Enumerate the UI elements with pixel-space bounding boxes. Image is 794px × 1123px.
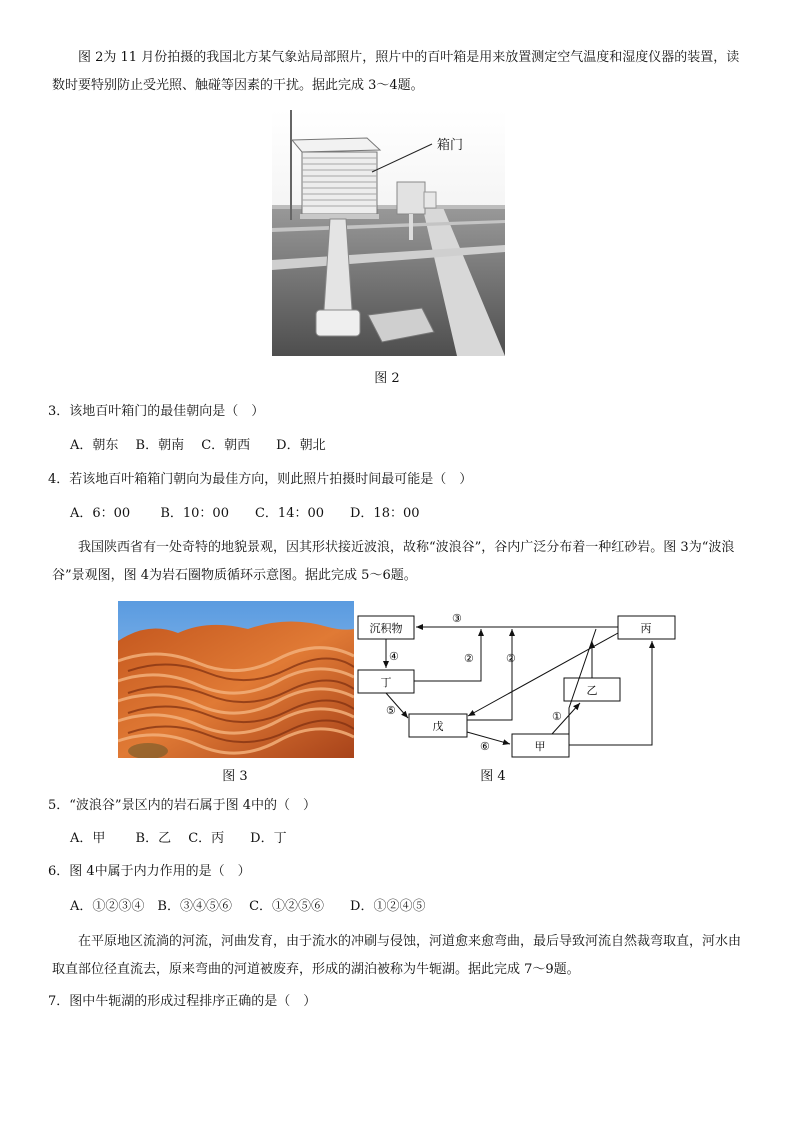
arrow-2-wu bbox=[467, 629, 512, 720]
label-5: ⑤ bbox=[386, 704, 396, 717]
intro-paragraph-2: 我国陕西省有一处奇特的地貌景观，因其形状接近波浪，故称“波浪谷”，谷内广泛分布着一种红砂岩。图 3为“波浪谷”景观图，图 4为岩石圈物质循环示意图。据此完成 5～6题。 bbox=[52, 540, 735, 583]
box-jia-label: 甲 bbox=[534, 740, 546, 753]
question-5-options: A．甲 B．乙 C．丙 D．丁 bbox=[70, 831, 287, 846]
figure2-door-label: 箱门 bbox=[437, 138, 464, 153]
figure2-photo bbox=[272, 110, 505, 356]
box-ding-label: 丁 bbox=[380, 676, 392, 689]
question-6-options: A．①②③④ B．③④⑤⑥ C．①②⑤⑥ D．①②④⑤ bbox=[70, 899, 426, 914]
question-4-stem: 4．若该地百叶箱箱门朝向为最佳方向，则此照片拍摄时间最可能是（ ） bbox=[48, 472, 473, 487]
question-3-stem: 3．该地百叶箱门的最佳朝向是（ ） bbox=[48, 404, 265, 419]
box-yi-label: 乙 bbox=[586, 684, 598, 697]
intro-paragraph-1: 图 2为 11 月份拍摄的我国北方某气象站局部照片，照片中的百叶箱是用来放置测定空气温度和湿度仪器的装置，读数时要特别防止受光照、触碰等因素的干扰。据此完成 3～4题。 bbox=[52, 50, 740, 93]
wave-valley-image bbox=[118, 601, 354, 758]
label-2b: ② bbox=[506, 652, 516, 665]
label-2a: ② bbox=[464, 652, 474, 665]
question-7-stem: 7．图中牛轭湖的形成过程排序正确的是（ ） bbox=[48, 994, 317, 1009]
figure3-photo bbox=[118, 601, 354, 758]
figure2-caption: 图 2 bbox=[374, 371, 400, 386]
question-4-options: A．6：00 B．10：00 C．14：00 D．18：00 bbox=[70, 506, 420, 521]
weather-station-image bbox=[272, 110, 505, 356]
figure4-caption: 图 4 bbox=[480, 769, 506, 784]
intro-paragraph-3: 在平原地区流淌的河流，河曲发育，由于流水的冲刷与侵蚀，河道愈来愈弯曲，最后导致河流自然裁弯取直，河水由取直部位径直流去，原来弯曲的河道被废弃，形成的湖泊被称为牛轭湖。据此完成 7～9题。 bbox=[52, 934, 742, 977]
label-1: ① bbox=[552, 710, 562, 723]
question-6-stem: 6．图 4中属于内力作用的是（ ） bbox=[48, 864, 251, 879]
question-3-options: A．朝东 B．朝南 C．朝西 D．朝北 bbox=[70, 438, 326, 453]
box-bing-label: 丙 bbox=[640, 622, 652, 635]
arrow-bing-wu bbox=[468, 633, 618, 716]
figure3-caption: 图 3 bbox=[222, 769, 248, 784]
label-3: ③ bbox=[452, 612, 462, 625]
box-sediment-label: 沉积物 bbox=[369, 622, 403, 635]
label-6: ⑥ bbox=[480, 740, 490, 753]
figure4-rock-cycle-diagram bbox=[356, 608, 686, 760]
label-4: ④ bbox=[389, 650, 399, 663]
question-5-stem: 5．“波浪谷”景区内的岩石属于图 4中的（ ） bbox=[48, 798, 316, 813]
box-wu-label: 戊 bbox=[432, 720, 444, 733]
